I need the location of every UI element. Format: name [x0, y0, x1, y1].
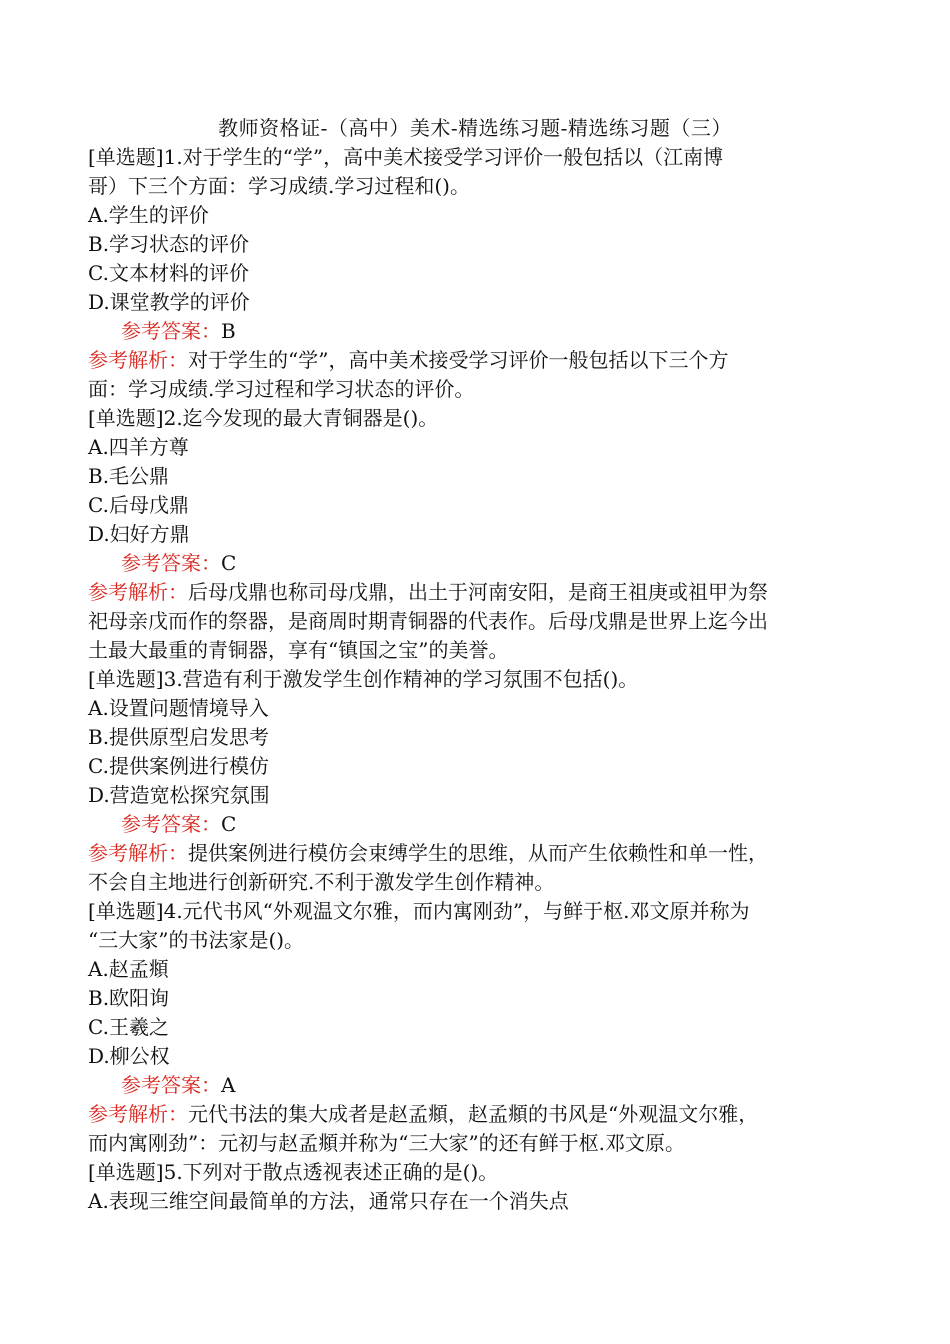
reference-answer: [88, 549, 868, 578]
question-stem-line: [单选题]4.元代书风“外观温文尔雅，而内寓刚劲”，与鲜于枢.邓文原并称为: [88, 899, 750, 923]
analysis-text-line: 土最大最重的青铜器，享有“镇国之宝”的美誉。: [88, 638, 509, 662]
option-c: C.文本材料的评价: [88, 261, 249, 285]
option-a: A.四羊方尊: [88, 435, 189, 459]
option-d: D.课堂教学的评价: [88, 290, 250, 314]
analysis-text: 对于学生的“学”，高中美术接受学习评价一般包括以下三个方: [188, 348, 729, 372]
reference-analysis: [88, 839, 868, 868]
option-b: B.学习状态的评价: [88, 232, 250, 256]
analysis-text-line: 不会自主地进行创新研究.不利于激发学生创作精神。: [88, 870, 555, 894]
option-a: A.设置问题情境导入: [88, 696, 269, 720]
option-b: B.毛公鼎: [88, 464, 170, 488]
option-d: D.妇好方鼎: [88, 522, 190, 546]
analysis-label: 参考解析：: [88, 1102, 188, 1126]
reference-answer: [88, 810, 868, 839]
analysis-label: 参考解析：: [88, 580, 188, 604]
question-stem-line: [单选题]3.营造有利于激发学生创作精神的学习氛围不包括()。: [88, 667, 639, 691]
option-d: D.营造宽松探究氛围: [88, 783, 270, 807]
reference-answer: [88, 317, 868, 346]
option-b: B.提供原型启发思考: [88, 725, 270, 749]
analysis-text: 元代书法的集大成者是赵孟頫，赵孟頫的书风是“外观温文尔雅，: [188, 1102, 759, 1126]
question-3: [88, 665, 868, 897]
option-c: C.提供案例进行模仿: [88, 754, 269, 778]
analysis-text-line: 祀母亲戊而作的祭器，是商周时期青铜器的代表作。后母戊鼎是世界上迄今出: [88, 609, 768, 633]
question-stem-line: “三大家”的书法家是()。: [88, 928, 305, 952]
question-1: [88, 143, 868, 404]
question-4: [88, 897, 868, 1158]
question-stem-line: [单选题]2.迄今发现的最大青铜器是()。: [88, 406, 439, 430]
question-stem-line: [单选题]5.下列对于散点透视表述正确的是()。: [88, 1160, 499, 1184]
question-stem-line: [单选题]1.对于学生的“学”，高中美术接受学习评价一般包括以（江南博: [88, 145, 724, 169]
analysis-text-line: 而内寓刚劲”：元初与赵孟頫并称为“三大家”的还有鲜于枢.邓文原。: [88, 1131, 686, 1155]
answer-value: C: [221, 812, 237, 836]
option-a: A.表现三维空间最简单的方法，通常只存在一个消失点: [88, 1189, 569, 1213]
answer-label: 参考答案：: [121, 551, 221, 575]
option-c: C.王羲之: [88, 1015, 169, 1039]
analysis-text-line: 面：学习成绩.学习过程和学习状态的评价。: [88, 377, 475, 401]
document-title: 教师资格证-（高中）美术-精选练习题-精选练习题（三）: [218, 116, 732, 140]
answer-value: C: [221, 551, 237, 575]
analysis-label: 参考解析：: [88, 841, 188, 865]
question-2: [88, 404, 868, 665]
answer-value: A: [221, 1073, 236, 1097]
answer-label: 参考答案：: [121, 812, 221, 836]
option-a: A.赵孟頫: [88, 957, 169, 981]
reference-analysis: [88, 578, 868, 607]
analysis-text: 后母戊鼎也称司母戊鼎，出土于河南安阳，是商王祖庚或祖甲为祭: [188, 580, 768, 604]
analysis-text: 提供案例进行模仿会束缚学生的思维，从而产生依赖性和单一性，: [188, 841, 768, 865]
answer-label: 参考答案：: [121, 319, 221, 343]
reference-analysis: [88, 346, 868, 375]
answer-label: 参考答案：: [121, 1073, 221, 1097]
reference-answer: [88, 1071, 868, 1100]
option-c: C.后母戊鼎: [88, 493, 189, 517]
reference-analysis: [88, 1100, 868, 1129]
answer-value: B: [221, 319, 236, 343]
option-b: B.欧阳询: [88, 986, 170, 1010]
option-a: A.学生的评价: [88, 203, 209, 227]
question-5: [88, 1158, 868, 1216]
option-d: D.柳公权: [88, 1044, 170, 1068]
question-list: [88, 143, 868, 1216]
question-stem-line: 哥）下三个方面：学习成绩.学习过程和()。: [88, 174, 470, 198]
analysis-label: 参考解析：: [88, 348, 188, 372]
